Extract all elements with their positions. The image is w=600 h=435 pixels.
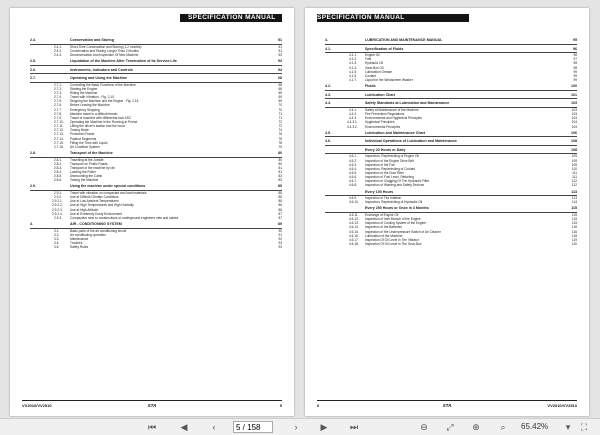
toc-entry-title: Inspection, Replenishing of Engine Oil: [365, 154, 419, 159]
toc-entry-title: Travel with vibration on compacted and hard materials: [70, 191, 147, 196]
toc-entry-title: Lubrication Chart: [365, 92, 395, 97]
toc-entry-number: 4.6.17.: [349, 237, 359, 242]
toc-entry[interactable]: [325, 242, 577, 246]
toc-entry-number: 4.4.1.: [349, 107, 357, 112]
toc-entry[interactable]: [325, 200, 577, 204]
page-footer: [317, 400, 577, 408]
toc-entry-page: 83: [278, 178, 282, 183]
page-navigator: [233, 421, 273, 433]
toc-entry-title: Use at Low Ambient Temperatures: [70, 199, 119, 204]
toc-entry-title: Lubrication Grease: [365, 69, 392, 74]
toc-entry-page: 115: [571, 206, 577, 211]
toc-entry-title: Inspection, Replenishing of Hydraulic Oil: [365, 200, 423, 205]
toc-entry-page: 96: [573, 46, 577, 51]
toc-entry-title: Transport of the Machine: [70, 151, 113, 156]
toc-entry-title: Fire Prevention Regulations: [365, 112, 405, 117]
toc-entry-page: 81: [278, 170, 282, 175]
toc-entry-number: 2.7.7.: [54, 107, 62, 112]
toc-entry-page: 113: [571, 189, 577, 194]
toc-entry-number: 2.7.16.: [54, 144, 64, 149]
search-icon[interactable]: ⌕: [500, 422, 506, 432]
toc-entry-number: 2.7.6.: [54, 103, 62, 108]
toc-entry-page: 115: [571, 217, 577, 222]
page-number-input[interactable]: [233, 421, 273, 433]
toc-entry-title: Engine Oil: [365, 53, 380, 58]
page-banner: SPECIFICATION MANUAL: [317, 14, 469, 22]
toc-entry-page: 115: [571, 221, 577, 226]
toc-entry-number: 4.6.3.: [349, 162, 357, 167]
toc-entry-page: 68: [278, 82, 282, 87]
toc-entry-title: Travel with Vibration - Fig. 2.10: [70, 95, 114, 100]
footer-page-number: 5: [279, 403, 282, 408]
toc-entry-title: Individual Operations of Lubrication and Maintenance: [365, 139, 457, 144]
toc-entry-title: Filling the Tires with Liquid: [70, 140, 108, 145]
viewer-toolbar: [0, 418, 600, 435]
toc-entry-title: Travelling at the Jobsite: [70, 157, 104, 162]
toc-entry-number: 4.1.5.: [349, 69, 357, 74]
toc-entry-number: 4.6.14.: [349, 225, 359, 230]
toc-entry-title: Inspection of the Dust Filter: [365, 170, 404, 175]
toc-entry-number: 2.7.8.: [54, 111, 62, 116]
toc-entry-page: 108: [571, 147, 577, 152]
toc-entry-page: 92: [278, 236, 282, 241]
toc-entry-page: 76: [278, 136, 282, 141]
toc-entry-page: 104: [571, 124, 577, 129]
toc-entry-page: 98: [573, 61, 577, 66]
toc-entry-number: 2.7.11.: [54, 124, 64, 129]
page-right: [305, 8, 589, 416]
toc-entry-title: Every 250 Hours or Once in 3 Months: [365, 206, 429, 211]
toc-entry-page: 106: [571, 130, 577, 135]
toc-entry-title: Padfoot Segments: [70, 136, 97, 141]
zoom-level: 65.42%: [521, 422, 549, 431]
toc-entry-page: 72: [278, 124, 282, 129]
toc-entry-title: Every 100 Hours: [365, 189, 394, 194]
toc-list: [325, 36, 577, 246]
toc-entry-number: 4.5.: [325, 130, 331, 135]
toc-entry-page: 112: [571, 179, 577, 184]
toc-entry-number: 2.7.3.: [54, 91, 62, 96]
toc-entry-page: 116: [571, 225, 577, 230]
toc-entry-title: Environmental and Hygienical Principles: [365, 116, 422, 121]
toc-entry-title: Deconservation And Inspection Of New Machine: [70, 52, 139, 57]
toc-section-heading[interactable]: [30, 61, 282, 66]
toc-entry-page: 111: [572, 175, 577, 180]
toc-entry-page: 116: [571, 229, 577, 234]
footer-model: VV2010/VV2510: [22, 403, 52, 408]
footer-logo: STA: [442, 403, 452, 408]
toc-entry-number: 2.7.2.: [54, 86, 62, 91]
toc-entry[interactable]: [30, 178, 282, 182]
toc-entry-number: 2.4.2.: [54, 48, 62, 53]
toc-entry-title: Stopping the Machine and the Engine - Fig. 2.16: [70, 99, 139, 104]
toc-entry-page: 69: [278, 95, 282, 100]
toc-entry-title: Fuel: [365, 57, 372, 62]
toc-entry-number: 4.6.6.: [349, 175, 357, 180]
toc-entry-title: Inspection, Replenishing of Coolant: [365, 166, 416, 171]
next-icon[interactable]: ›: [294, 422, 298, 432]
toc-entry-title: Before Leaving the Machine: [70, 103, 110, 108]
toc-entry-page: 80: [278, 157, 282, 162]
next-page-icon[interactable]: ▶: [320, 422, 328, 432]
toc-entry-page: 80: [278, 161, 282, 166]
toc-entry-title: Operating and Using the Machine: [70, 76, 128, 81]
footer-model: VV2010/VV2510: [547, 403, 577, 408]
toc-entry-page: 108: [571, 139, 577, 144]
toc-entry-page: 78: [278, 140, 282, 145]
toc-entry-title: Inspection of Tire Inflation: [365, 196, 402, 201]
toc-entry-page: 68: [278, 76, 282, 81]
toc-entry-number: 2.7.5.: [54, 99, 62, 104]
footer-logo: STA: [147, 403, 157, 408]
toc-entry-number: 4.6.11.: [349, 213, 359, 218]
toc-entry-title: Exchange of Engine Oil: [365, 213, 399, 218]
toc-entry-title: Inspection of Fuel Level, Refueling: [365, 175, 414, 180]
toc-entry-page: 89: [278, 222, 282, 227]
toc-entry-number: 2.6.: [30, 67, 36, 72]
toc-entry-page: 101: [571, 92, 577, 97]
toc-entry-number: 2.7.12.: [54, 128, 64, 133]
toc-entry-title: Environmental Principles: [365, 124, 401, 129]
toc-entry-page: 51: [278, 48, 282, 53]
first-page-icon[interactable]: ⏮: [147, 422, 157, 432]
toc-entry[interactable]: [30, 245, 282, 249]
toc-list: [30, 36, 282, 249]
toc-entry-number: 2.8.5.: [54, 174, 62, 179]
toc-entry-page: 99: [573, 69, 577, 74]
toc-entry-page: 51: [278, 44, 282, 49]
toc-entry-page: 119: [571, 237, 577, 242]
toc-entry-number: 4.6.15.: [349, 229, 359, 234]
toc-entry-number: 3.1.: [54, 228, 60, 233]
toc-entry-page: 79: [278, 144, 282, 149]
zoom-in-icon[interactable]: ⊕: [472, 422, 480, 432]
toc-section-heading[interactable]: [325, 86, 577, 91]
toc-entry-page: 91: [278, 232, 282, 237]
toc-entry-page: 100: [571, 84, 577, 89]
toc-entry-number: 2.7.4.: [54, 95, 62, 100]
toc-entry-number: 4.1.6.: [349, 73, 357, 78]
toc-entry-page: 109: [571, 158, 577, 163]
toc-entry-number: 4.4.3.1.: [347, 120, 358, 125]
toc-entry-page: 109: [571, 162, 577, 167]
toc-entry-number: 4.4.3.2.: [347, 124, 358, 129]
toc-entry[interactable]: [30, 53, 282, 57]
toc-entry-title: Lubrication of the Machine: [365, 233, 403, 238]
toc-entry-title: Basic parts of the air conditioning circuit: [70, 228, 127, 233]
toc-entry-page: 69: [278, 99, 282, 104]
toc-entry-number: 4.4.: [325, 101, 331, 106]
toc-entry-page: 85: [278, 195, 282, 200]
toc-entry-title: Specification of Fluids: [365, 46, 404, 51]
toc-entry-number: 4.6.5.: [349, 170, 357, 175]
toc-entry-number: 4.6.2.: [349, 158, 357, 163]
toc-entry-page: 86: [278, 207, 282, 212]
toc-entry-page: 104: [571, 120, 577, 125]
toc-entry-number: 2.5.: [30, 59, 36, 64]
toc-entry-title: Transport of the machine by rail: [70, 165, 115, 170]
toc-entry-title: Protection Frame: [70, 132, 95, 137]
toc-entry-number: 4.1.1.: [349, 53, 357, 58]
toc-entry-title: Air conditioning operation: [70, 232, 106, 237]
page-footer: [22, 400, 282, 408]
toc-entry-number: 4.6.9.: [349, 196, 357, 201]
toc-entry-page: 71: [278, 115, 282, 120]
toc-entry-title: Liquidation of the Machine After Termination of Its Service Life: [70, 59, 177, 64]
toc-section-heading[interactable]: [325, 132, 577, 137]
toc-entry-number: 3.: [30, 222, 33, 227]
toc-entry-page: 81: [278, 165, 282, 170]
toc-entry-number: 2.8.6.: [54, 178, 62, 183]
fullscreen-icon[interactable]: ⛶: [580, 422, 588, 432]
toc-entry-page: 53: [278, 52, 282, 57]
toc-entry-title: Towing the Machine: [70, 178, 99, 183]
toc-entry-number: 4.1.4.: [349, 65, 357, 70]
toc-entry-page: 68: [278, 86, 282, 91]
toc-entry-page: 76: [278, 132, 282, 137]
toc-entry-number: 4.6.: [325, 139, 331, 144]
toc-entry-title: Use at Difficult Climatic Conditions: [70, 195, 119, 200]
toc-entry-page: 98: [573, 65, 577, 70]
toc-entry-page: 74: [278, 128, 282, 133]
toc-entry-number: 4.6.12.: [349, 217, 359, 222]
toc-entry-title: Inspection of the Batteries: [365, 225, 402, 230]
toc-entry-title: Machine travel in a difficult terrain: [70, 111, 118, 116]
toc-entry[interactable]: [325, 125, 577, 129]
toc-entry-page: 71: [278, 111, 282, 116]
toc-entry-title: Liquid for the Windscreen Washer: [365, 78, 413, 83]
toc-entry-title: Safety Standards at Lubrication and Maintenance: [365, 101, 450, 106]
toc-entry[interactable]: [325, 78, 577, 82]
toc-entry-number: 2.7.1.: [54, 82, 62, 87]
toc-entry-number: 4.6.7.: [349, 179, 357, 184]
toc-entry-title: Riding the Machine: [70, 91, 98, 96]
toc-entry-number: 2.8.4.: [54, 170, 62, 175]
toc-entry-title: Towing Mode: [70, 128, 89, 133]
toc-entry-number: 2.9.1.: [54, 191, 62, 196]
toc-entry-number: 2.7.: [30, 76, 36, 81]
toc-section-heading[interactable]: [325, 141, 577, 146]
toc-entry-number: 2.9.2.2.: [52, 203, 63, 208]
toc-entry-page: 110: [571, 166, 577, 171]
toc-entry-title: Troubles: [70, 241, 83, 246]
toc-entry-page: 95: [573, 38, 577, 42]
toc-entry-title: Inspection of the Underpressure Switch of Air Cleaner: [365, 229, 441, 234]
toc-entry-title: Short-Time Conservation and Storing (1-2 months): [70, 44, 142, 49]
toc-entry-page: 87: [278, 211, 282, 216]
toc-entry-title: AIR - CONDITIONING SYSTEM: [70, 222, 122, 227]
toc-entry[interactable]: [325, 183, 577, 187]
toc-entry-number: 4.3.: [325, 92, 331, 97]
toc-entry-page: 103: [571, 101, 577, 106]
toc-entry-page: 51: [278, 38, 282, 42]
toc-entry-page: 85: [278, 191, 282, 196]
toc-entry-title: Conservation and Storing Longer Than 2 Months: [70, 48, 139, 53]
toc-entry-number: 2.4.: [30, 38, 36, 42]
toc-entry-title: Compaction near to constructions or underground engineers nets and cables: [70, 215, 179, 220]
toc-entry-number: 4.6.18.: [349, 242, 359, 246]
toc-entry-page: 69: [278, 91, 282, 96]
toc-entry-title: Lubrication and Maintenance Chart: [365, 130, 426, 135]
toc-entry-page: 70: [278, 103, 282, 108]
zoom-out-icon[interactable]: ⊖: [420, 422, 428, 432]
toc-entry-title: Inspection of the Fan: [365, 162, 395, 167]
toc-entry-number: 4.1.3.: [349, 61, 357, 66]
toc-entry-page: 113: [571, 196, 577, 201]
toc-entry-number: 2.7.9.: [54, 115, 62, 120]
toc-entry-page: 114: [571, 200, 577, 205]
toc-entry-number: 2.7.10.: [54, 120, 64, 125]
toc-section-heading[interactable]: [325, 94, 577, 99]
toc-entry-number: 3.2.: [54, 232, 60, 237]
toc-entry-number: 3.3.: [54, 236, 60, 241]
toc-entry-page: 93: [278, 241, 282, 246]
toc-entry-title: Inspection of Warning and Safety Devices: [365, 183, 425, 188]
toc-entry-number: 4.2.: [325, 84, 331, 89]
toc-entry-title: Use at Extremely Dusty Environment: [70, 211, 123, 216]
toc-entry-number: 2.8.: [30, 151, 36, 156]
toc-entry-title: Maintenance: [70, 236, 89, 241]
toc-entry-title: Operating the Machine in the Running-in Period: [70, 120, 138, 125]
footer-page-number: 6: [317, 403, 320, 408]
toc-entry-number: 2.7.14.: [54, 136, 64, 141]
toc-entry-page: 80: [278, 151, 282, 156]
toc-entry-page: 87: [278, 215, 282, 220]
toc-entry-title: Transport on Public Roads: [70, 161, 108, 166]
toc-entry-title: Dismounting the Cabin: [70, 174, 103, 179]
toc-entry-title: Instruments, Indicators and Controls: [70, 67, 133, 72]
prev-page-icon[interactable]: ◀: [180, 422, 188, 432]
toc-entry-number: 3.4.: [54, 241, 60, 246]
page-banner: SPECIFICATION MANUAL: [180, 14, 282, 22]
toc-section-heading[interactable]: [30, 69, 282, 74]
toc-entry-number: 2.9.2.: [54, 195, 62, 200]
toc-entry-title: Lifting the driver's station and the hood: [70, 124, 125, 129]
toc-section-heading[interactable]: [325, 40, 577, 45]
toc-entry-page: 54: [278, 67, 282, 72]
toc-entry-title: Gear-Box Oil: [365, 65, 384, 70]
toc-entry-number: 4.4.3.: [349, 116, 357, 121]
toc-entry-number: 4.1.: [325, 46, 331, 51]
toc-entry-title: Inspection Of Oil Level In The Gear-Box: [365, 242, 422, 246]
toc-entry-number: 2.4.3.: [54, 52, 62, 57]
toc-entry-page: 96: [573, 53, 577, 58]
toc-entry-number: 4.6.1.: [349, 154, 357, 159]
toc-entry-title: Inspection of Cooling System of the Engine: [365, 221, 426, 226]
fit-page-icon[interactable]: ⤢: [446, 422, 454, 432]
toc-entry-page: 86: [278, 203, 282, 208]
toc-entry-number: 2.9.2.4.: [52, 211, 63, 216]
toc-entry-title: Hydraulic Oil: [365, 61, 384, 66]
toc-entry-title: Air Condition System: [70, 144, 100, 149]
toc-entry[interactable]: [30, 145, 282, 149]
toc-entry-number: 2.9.3.: [54, 215, 62, 220]
toc-entry-number: 4.6.8.: [349, 183, 357, 188]
toc-entry-number: 4.6.10.: [349, 200, 359, 205]
toc-entry-title: Inspection Of Oil Level In The Vibrator: [365, 237, 419, 242]
toc-entry-title: Inspection of Clogging Of The Hydraulic Filter: [365, 179, 430, 184]
toc-entry-page: 99: [573, 73, 577, 78]
toc-entry-title: Travel of machine with differential lock ASC: [70, 115, 132, 120]
toc-entry-title: Every 20 Hours or Daily: [365, 147, 406, 152]
toc-entry-page: 85: [278, 184, 282, 189]
toc-entry-number: 3.5.: [54, 245, 60, 250]
toc-entry-page: 83: [278, 174, 282, 179]
toc-entry-title: Loading the Roller: [70, 170, 96, 175]
toc-entry-page: 85: [278, 199, 282, 204]
toc-entry-title: Emergency Stopping: [70, 107, 100, 112]
toc-entry-number: 4.1.7.: [349, 78, 357, 83]
toc-entry-number: 2.9.2.3.: [52, 207, 63, 212]
toc-entry-page: 97: [573, 57, 577, 62]
toc-entry-page: 103: [571, 107, 577, 112]
last-page-icon[interactable]: ⏭: [349, 422, 359, 432]
toc-entry-title: LUBRICATION AND MAINTENANCE MANUAL: [365, 38, 443, 42]
toc-entry-page: 111: [572, 170, 577, 175]
toc-entry-page: 109: [571, 154, 577, 159]
toc-entry-title: Inspection of Inlet Branch of the Engine: [365, 217, 421, 222]
toc-entry-title: Fluids: [365, 84, 376, 89]
toc-entry-title: Conservation and Storing: [70, 38, 114, 42]
toc-entry-page: 112: [571, 183, 577, 188]
toc-entry-page: 93: [278, 245, 282, 250]
toc-entry-title: Inspection of the Engine Drive Belt: [365, 158, 414, 163]
toc-entry-number: 2.8.3.: [54, 165, 62, 170]
toc-entry-number: 2.8.1.: [54, 157, 62, 162]
toc-entry-number: 2.9.2.1.: [52, 199, 63, 204]
toc-entry-title: Controlling the Basic Functions of the Machine: [70, 82, 136, 87]
toc-entry-title: Hygienical Principles: [365, 120, 395, 125]
toc-entry-title: Safety Rules: [70, 245, 89, 250]
toc-entry-page: 72: [278, 120, 282, 125]
toc-entry-page: 103: [571, 112, 577, 117]
toc-entry-title: Starting the Engine: [70, 86, 98, 91]
prev-icon[interactable]: ‹: [212, 422, 216, 432]
toc-entry-number: 2.7.15.: [54, 140, 64, 145]
toc-entry-page: 120: [571, 242, 577, 246]
toc-entry-page: 70: [278, 107, 282, 112]
toc-entry-number: 2.9.: [30, 184, 36, 189]
toc-entry-page: 99: [573, 78, 577, 83]
toc-entry-title: Safety at Maintenance of the Machine: [365, 107, 419, 112]
toc-entry-page: 53: [278, 59, 282, 64]
toc-entry-number: 4.4.2.: [349, 112, 357, 117]
toc-entry-number: 4.6.4.: [349, 166, 357, 171]
toc-entry-page: 104: [571, 116, 577, 121]
toc-entry-number: 2.8.2.: [54, 161, 62, 166]
toc-entry-number: 4.6.16.: [349, 233, 359, 238]
toc-entry-number: 4.1.2.: [349, 57, 357, 62]
toc-entry-page: 118: [571, 233, 577, 238]
zoom-dropdown-icon[interactable]: ▾: [565, 422, 571, 432]
toc-entry-page: 115: [571, 213, 577, 218]
toc-entry-number: 2.7.13.: [54, 132, 64, 137]
toc-entry-number: 4.6.13.: [349, 221, 359, 226]
page-left: [10, 8, 294, 416]
toc-entry-title: Using the machine under special conditions: [70, 184, 146, 189]
toc-entry-title: Use at High Temperatures and High Humidity: [70, 203, 134, 208]
toc-entry-title: Use at High Altitude: [70, 207, 98, 212]
toc-entry-number: 2.4.1.: [54, 44, 62, 49]
toc-entry-number: 4.: [325, 38, 328, 42]
toc-entry-page: 90: [278, 228, 282, 233]
toc-entry-title: Coolant: [365, 73, 376, 78]
toc-entry[interactable]: [30, 216, 282, 220]
